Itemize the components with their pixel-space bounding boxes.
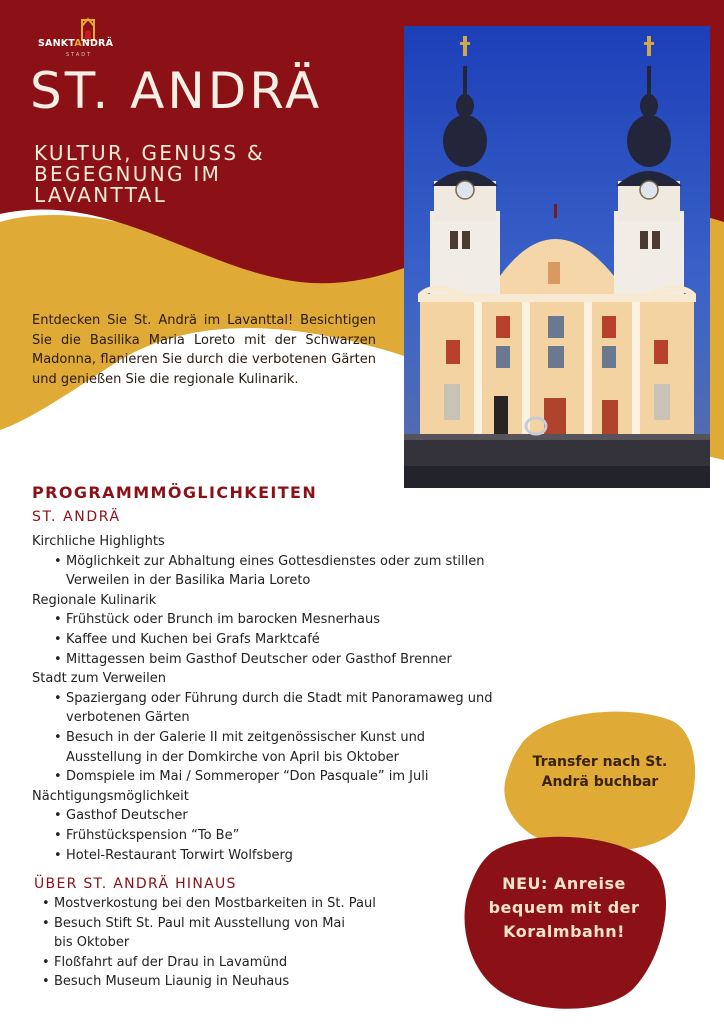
list-item: • Hotel-Restaurant Torwirt Wolfsberg [56, 846, 502, 866]
program-list [32, 532, 502, 865]
beyond-heading: ÜBER ST. ANDRÄ HINAUS [34, 876, 237, 892]
list-item: • Mostverkostung bei den Mostbarkeiten in St. Paul [44, 894, 452, 914]
list-item: • Spaziergang oder Führung durch die Stadt mit Panoramaweg und verbotenen Gärten [56, 689, 502, 728]
list-item: • Frühstück oder Brunch im barocken Mesnerhaus [56, 610, 502, 630]
logo-tagline: STADT [66, 52, 93, 58]
subtitle-line: KULTUR, GENUSS & [34, 141, 265, 165]
list-item: • Mittagessen beim Gasthof Deutscher oder Gasthof Brenner [56, 650, 502, 670]
list-item: • Besuch Museum Liaunig in Neuhaus [44, 972, 452, 992]
category-label: Stadt zum Verweilen [32, 671, 166, 687]
program-heading: PROGRAMMMÖGLICHKEITEN [32, 483, 318, 502]
list-item: • Floßfahrt auf der Drau in Lavamünd [44, 953, 452, 973]
list-item: • Gasthof Deutscher [56, 806, 502, 826]
category-items [32, 806, 502, 865]
list-item: • Domspiele im Mai / Sommeroper “Don Pasquale” im Juli [56, 767, 502, 787]
page-subtitle [34, 143, 334, 206]
beyond-items [32, 894, 452, 992]
category-label: Regionale Kulinarik [32, 592, 157, 608]
page-title: ST. ANDRÄ [30, 62, 323, 120]
program-subheading: ST. ANDRÄ [32, 509, 121, 525]
category-label: Nächtigungsmöglichkeit [32, 788, 189, 804]
category-items [32, 552, 502, 591]
category-label: Kirchliche Highlights [32, 534, 165, 549]
beyond-list [32, 894, 452, 992]
basilica-photo [404, 26, 710, 488]
logo-name: SANKTANDRÄ [38, 38, 114, 49]
category-items [32, 689, 502, 787]
koralmbahn-badge-text: NEU: Anreise bequem mit der Koralmbahn! [488, 874, 640, 941]
intro-text: Entdecken Sie St. Andrä im Lavanttal! Besichtigen Sie die Basilika Maria Loreto mit der Schwarzen Madonna, flanieren Sie durch die verbotenen Gärten und genießen Sie die regionale Kulinarik. [32, 313, 376, 387]
list-item: • Kaffee und Kuchen bei Grafs Marktcafé [56, 630, 502, 650]
transfer-badge-text: Transfer nach St. Andrä buchbar [532, 754, 668, 790]
list-item: • Möglichkeit zur Abhaltung eines Gottesdienstes oder zum stillen Verweilen in der Basilika Maria Loreto [56, 552, 502, 591]
subtitle-line: BEGEGNUNG IM [34, 162, 222, 186]
list-item: • Besuch in der Galerie II mit zeitgenössischer Kunst und Ausstellung in der Domkirche von April bis Oktober [56, 728, 502, 767]
list-item: • Besuch Stift St. Paul mit Ausstellung von Mai bis Oktober [44, 914, 354, 953]
category-items [32, 610, 502, 669]
subtitle-line: LAVANTTAL [34, 183, 168, 207]
list-item: • Frühstückspension “To Be” [56, 826, 502, 846]
